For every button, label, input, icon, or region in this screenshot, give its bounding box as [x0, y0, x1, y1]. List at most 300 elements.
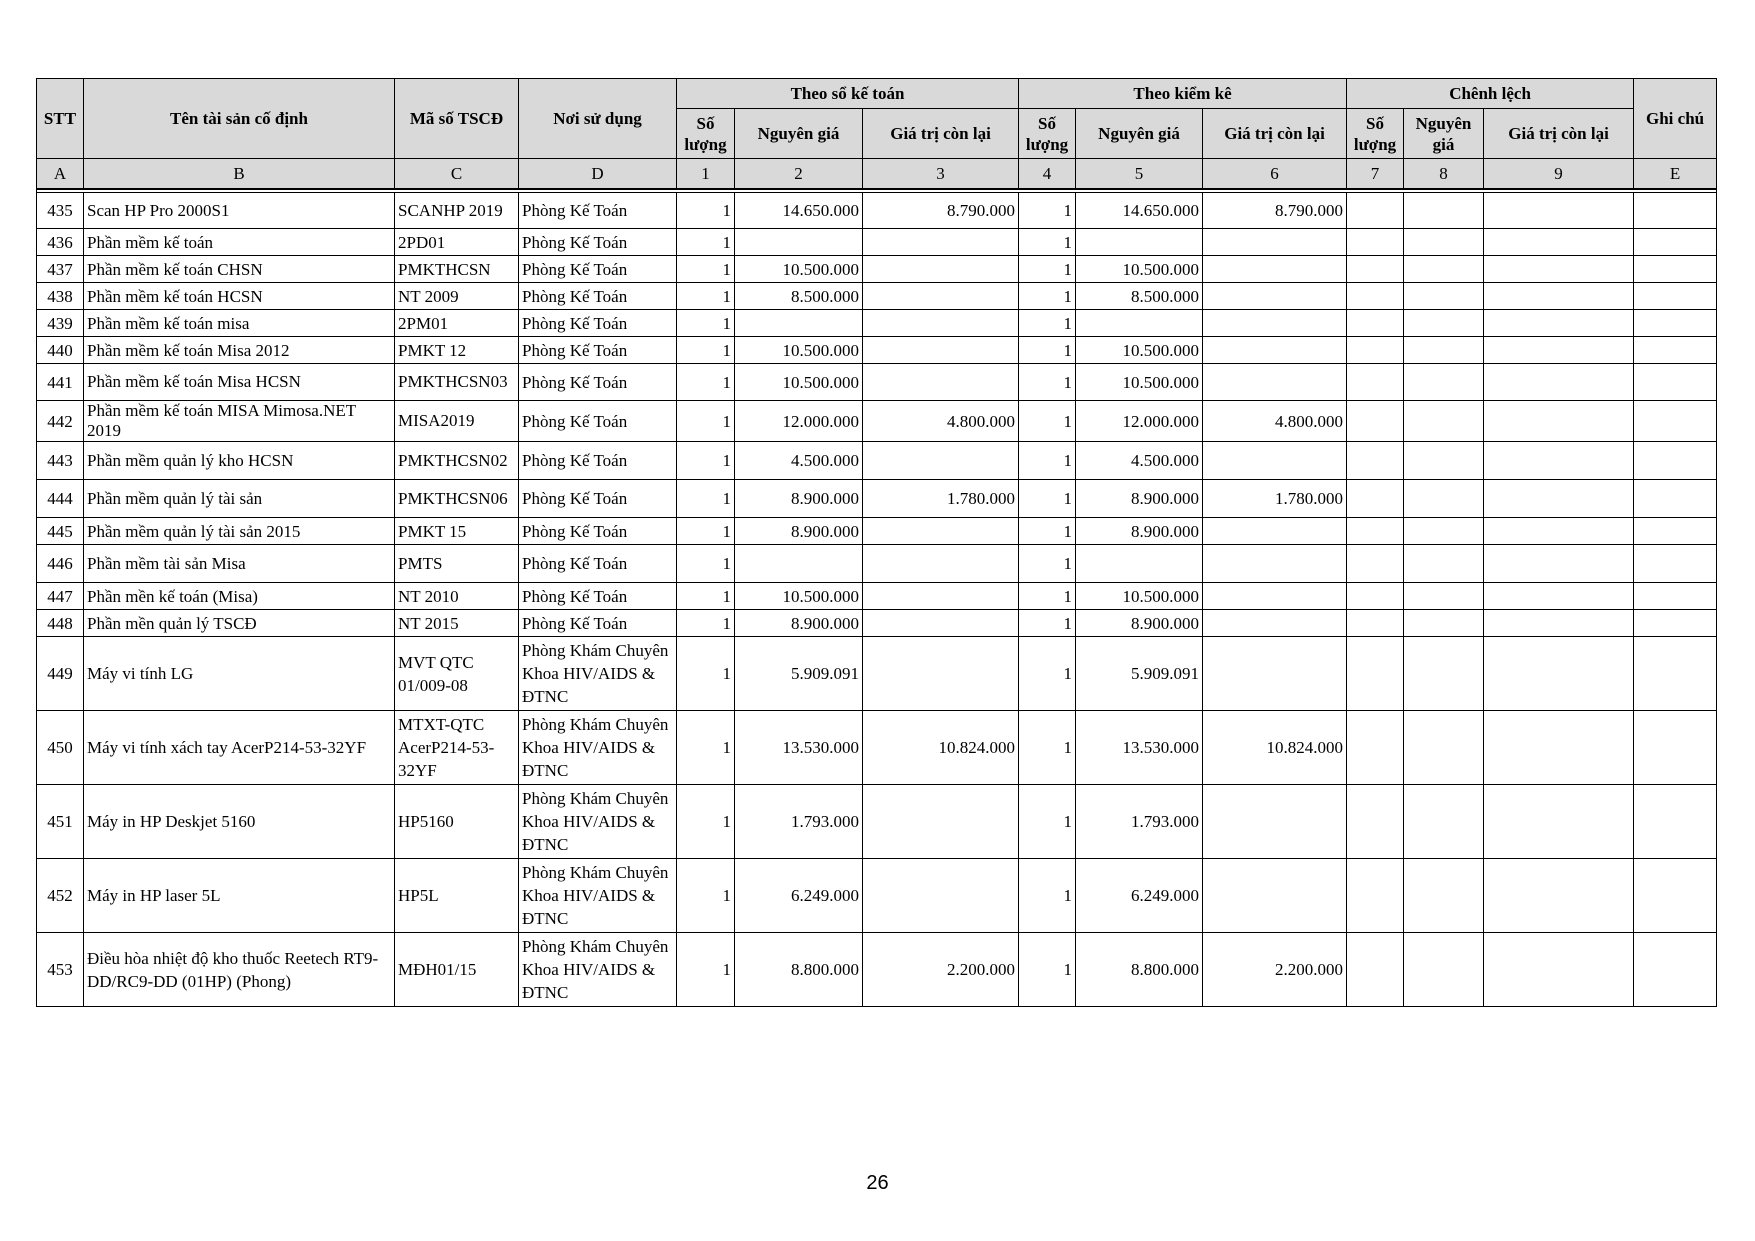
row-asset-code-text: 2PD01: [398, 232, 446, 252]
row-books-qty-text: 1: [722, 886, 731, 905]
row-books-qty-text: 1: [722, 664, 731, 683]
row-inventory-qty-text: 1: [1063, 664, 1073, 683]
row-books-remaining: [863, 933, 1019, 1007]
row-stt: [37, 518, 84, 545]
row-stt-text: 439: [47, 313, 73, 333]
row-asset-code: [395, 583, 519, 610]
row-inventory-cost: [1076, 610, 1203, 637]
row-diff-remaining: [1484, 401, 1634, 442]
row-inventory-qty-text: 1: [1063, 259, 1073, 279]
row-stt-text: 449: [47, 664, 73, 683]
row-note: [1634, 229, 1717, 256]
row-location: [519, 859, 677, 933]
row-location: [519, 337, 677, 364]
row-books-remaining-text: 10.824.000: [938, 738, 1016, 757]
row-books-cost: [735, 583, 863, 610]
row-inventory-cost-text: 8.900.000: [1131, 613, 1200, 633]
row-note: [1634, 442, 1717, 480]
row-books-remaining: [863, 364, 1019, 401]
row-inventory-cost-text: 10.500.000: [1122, 372, 1200, 392]
row-books-qty: [677, 545, 735, 583]
row-inventory-remaining: [1203, 401, 1347, 442]
row-diff-qty: [1347, 785, 1404, 859]
row-diff-cost: [1404, 711, 1484, 785]
row-books-qty-text: 1: [722, 613, 731, 633]
row-inventory-qty: [1019, 859, 1076, 933]
row-asset-name-text: Phần mềm kế toán misa: [87, 313, 250, 333]
row-location: [519, 610, 677, 637]
row-books-remaining-text: 4.800.000: [947, 411, 1016, 431]
row-inventory-cost: [1076, 711, 1203, 785]
table-row: [37, 610, 1717, 637]
row-stt-text: 447: [47, 586, 73, 606]
row-books-remaining: [863, 545, 1019, 583]
row-diff-cost: [1404, 785, 1484, 859]
row-books-remaining: [863, 401, 1019, 442]
row-stt-text: 437: [47, 259, 73, 279]
row-note: [1634, 480, 1717, 518]
row-inventory-cost-text: 13.530.000: [1122, 738, 1200, 757]
row-location: [519, 637, 677, 711]
row-books-qty-text: 1: [722, 554, 731, 573]
row-inventory-cost-text: 10.500.000: [1122, 340, 1200, 360]
row-books-cost-text: 8.900.000: [791, 489, 859, 508]
row-books-qty-text: 1: [722, 812, 731, 831]
row-asset-name: [84, 364, 395, 401]
row-location: [519, 229, 677, 256]
row-inventory-cost: [1076, 545, 1203, 583]
row-inventory-cost-text: 5.909.091: [1131, 664, 1200, 683]
column-index-cell: 2: [735, 159, 863, 190]
row-diff-cost: [1404, 337, 1484, 364]
row-diff-remaining: [1484, 711, 1634, 785]
row-books-qty: [677, 364, 735, 401]
row-books-qty-text: 1: [722, 411, 731, 431]
row-asset-name-text: Phần mền kế toán (Misa): [87, 586, 258, 606]
row-inventory-qty: [1019, 364, 1076, 401]
row-asset-name-text: Phần mềm kế toán: [87, 232, 214, 252]
row-books-qty-text: 1: [722, 232, 731, 252]
row-asset-name: [84, 256, 395, 283]
row-books-cost-text: 12.000.000: [782, 411, 859, 431]
row-asset-code-text: PMKTHCSN02: [398, 450, 508, 470]
row-diff-cost: [1404, 518, 1484, 545]
row-stt-text: 446: [47, 554, 73, 573]
row-asset-code-text: HP5L: [398, 886, 439, 905]
row-books-remaining: [863, 442, 1019, 480]
row-location: [519, 256, 677, 283]
header-inventory-qty: Số lượng: [1019, 109, 1076, 159]
row-asset-name: [84, 583, 395, 610]
row-diff-qty: [1347, 583, 1404, 610]
row-inventory-cost: [1076, 193, 1203, 229]
row-diff-qty: [1347, 193, 1404, 229]
row-diff-remaining: [1484, 480, 1634, 518]
row-inventory-remaining: [1203, 518, 1347, 545]
row-diff-qty: [1347, 364, 1404, 401]
row-inventory-remaining-text: 10.824.000: [1266, 738, 1344, 757]
row-diff-cost: [1404, 364, 1484, 401]
row-inventory-remaining: [1203, 193, 1347, 229]
row-asset-code: [395, 480, 519, 518]
row-inventory-qty-text: 1: [1063, 960, 1073, 979]
row-asset-code: [395, 711, 519, 785]
row-asset-code: [395, 256, 519, 283]
row-asset-code: [395, 637, 519, 711]
row-books-qty: [677, 229, 735, 256]
row-note: [1634, 518, 1717, 545]
row-stt: [37, 364, 84, 401]
row-books-remaining-text: 8.790.000: [947, 201, 1016, 220]
column-index-cell: 9: [1484, 159, 1634, 190]
row-inventory-remaining: [1203, 442, 1347, 480]
row-note: [1634, 401, 1717, 442]
row-books-remaining: [863, 518, 1019, 545]
row-location: [519, 711, 677, 785]
row-asset-code-text: NT 2010: [398, 586, 459, 606]
row-asset-name: [84, 610, 395, 637]
row-note: [1634, 310, 1717, 337]
row-asset-code-text: NT 2009: [398, 286, 459, 306]
row-inventory-remaining: [1203, 480, 1347, 518]
row-note: [1634, 337, 1717, 364]
header-group-inventory: Theo kiểm kê: [1019, 79, 1347, 109]
row-inventory-qty: [1019, 193, 1076, 229]
row-books-remaining: [863, 637, 1019, 711]
row-books-remaining: [863, 583, 1019, 610]
row-books-cost-text: 1.793.000: [791, 812, 859, 831]
row-books-cost-text: 14.650.000: [782, 201, 859, 220]
row-books-cost: [735, 229, 863, 256]
row-stt: [37, 610, 84, 637]
row-diff-remaining: [1484, 610, 1634, 637]
row-diff-remaining: [1484, 193, 1634, 229]
row-inventory-qty-text: 1: [1063, 521, 1073, 541]
row-books-qty-text: 1: [722, 521, 731, 541]
table-row: [37, 545, 1717, 583]
row-diff-cost: [1404, 310, 1484, 337]
row-asset-code-text: PMKT 12: [398, 340, 467, 360]
row-books-remaining: [863, 229, 1019, 256]
row-location: [519, 283, 677, 310]
row-books-qty: [677, 480, 735, 518]
row-stt: [37, 283, 84, 310]
row-asset-name: [84, 480, 395, 518]
row-location: [519, 193, 677, 229]
row-stt-text: 453: [47, 960, 73, 979]
row-stt: [37, 310, 84, 337]
row-books-cost: [735, 545, 863, 583]
row-books-cost-text: 10.500.000: [782, 372, 859, 392]
row-asset-code-text: HP5160: [398, 812, 454, 831]
row-location: [519, 310, 677, 337]
row-books-cost-text: 10.500.000: [782, 586, 859, 606]
row-location-text: Phòng Kế Toán: [522, 372, 628, 392]
row-inventory-cost: [1076, 337, 1203, 364]
row-inventory-cost-text: 10.500.000: [1122, 586, 1200, 606]
row-inventory-cost-text: 4.500.000: [1131, 451, 1200, 470]
column-index-cell: E: [1634, 159, 1717, 190]
row-books-qty: [677, 711, 735, 785]
table-row: [37, 583, 1717, 610]
row-books-qty: [677, 583, 735, 610]
table-row: [37, 637, 1717, 711]
row-stt: [37, 933, 84, 1007]
row-diff-cost: [1404, 933, 1484, 1007]
row-diff-cost: [1404, 442, 1484, 480]
row-diff-qty: [1347, 711, 1404, 785]
row-inventory-cost-text: 12.000.000: [1122, 411, 1200, 431]
row-inventory-remaining: [1203, 364, 1347, 401]
row-books-qty-text: 1: [722, 286, 731, 306]
row-asset-name-text: Phần mềm quản lý tài sản: [87, 488, 263, 508]
row-inventory-qty: [1019, 711, 1076, 785]
row-inventory-remaining: [1203, 229, 1347, 256]
row-diff-remaining: [1484, 859, 1634, 933]
row-location: [519, 545, 677, 583]
row-inventory-qty-text: 1: [1063, 489, 1073, 508]
row-inventory-remaining: [1203, 256, 1347, 283]
row-books-qty-text: 1: [722, 340, 731, 360]
row-asset-code: [395, 229, 519, 256]
row-stt-text: 444: [47, 489, 73, 508]
row-stt-text: 452: [47, 886, 73, 905]
row-diff-remaining: [1484, 283, 1634, 310]
header-diff-remaining: Giá trị còn lại: [1484, 109, 1634, 159]
row-location: [519, 933, 677, 1007]
row-diff-cost: [1404, 229, 1484, 256]
row-asset-name-text: Phần mềm kế toán Misa HCSN: [87, 372, 301, 391]
row-note: [1634, 637, 1717, 711]
row-books-cost-text: 10.500.000: [782, 340, 859, 360]
row-books-qty-text: 1: [722, 201, 731, 220]
header-books-cost: Nguyên giá: [735, 109, 863, 159]
row-books-cost: [735, 711, 863, 785]
row-asset-name: [84, 229, 395, 256]
row-inventory-qty: [1019, 610, 1076, 637]
row-inventory-cost: [1076, 442, 1203, 480]
row-diff-remaining: [1484, 364, 1634, 401]
row-asset-name-text: Phần mềm quản lý kho HCSN: [87, 450, 294, 470]
row-inventory-remaining: [1203, 283, 1347, 310]
row-books-qty: [677, 859, 735, 933]
row-asset-name: [84, 933, 395, 1007]
column-index-cell: 6: [1203, 159, 1347, 190]
row-location-text: Phòng Kế Toán: [522, 340, 628, 360]
row-inventory-cost-text: 10.500.000: [1122, 259, 1200, 279]
row-stt-text: 443: [47, 451, 73, 470]
row-books-cost-text: 5.909.091: [791, 664, 859, 683]
row-diff-qty: [1347, 442, 1404, 480]
row-inventory-qty: [1019, 442, 1076, 480]
row-inventory-qty: [1019, 785, 1076, 859]
row-asset-name-text: Phần mền quản lý TSCĐ: [87, 613, 257, 633]
header-asset-code: Mã số TSCĐ: [395, 79, 519, 159]
row-location-text: Phòng Kế Toán: [522, 411, 628, 431]
row-diff-cost: [1404, 545, 1484, 583]
column-index-cell: C: [395, 159, 519, 190]
row-books-remaining-text: 2.200.000: [947, 960, 1016, 979]
column-index-cell: 4: [1019, 159, 1076, 190]
row-inventory-qty: [1019, 545, 1076, 583]
table-row: [37, 229, 1717, 256]
row-stt: [37, 256, 84, 283]
row-note: [1634, 364, 1717, 401]
row-location-text: Phòng Kế Toán: [522, 521, 628, 541]
row-books-remaining: [863, 785, 1019, 859]
row-asset-code: [395, 785, 519, 859]
row-diff-qty: [1347, 401, 1404, 442]
row-diff-cost: [1404, 480, 1484, 518]
row-books-qty: [677, 283, 735, 310]
row-location-text: Phòng Kế Toán: [522, 286, 628, 306]
row-books-cost-text: 8.900.000: [791, 613, 859, 633]
row-location-text: Phòng Khám Chuyên Khoa HIV/AIDS & ĐTNC: [522, 937, 669, 1002]
row-diff-qty: [1347, 610, 1404, 637]
row-diff-qty: [1347, 283, 1404, 310]
row-stt: [37, 337, 84, 364]
row-inventory-qty: [1019, 256, 1076, 283]
column-index-cell: 7: [1347, 159, 1404, 190]
row-inventory-cost-text: 8.800.000: [1131, 960, 1200, 979]
row-inventory-qty-text: 1: [1063, 586, 1073, 606]
row-stt: [37, 545, 84, 583]
row-asset-code-text: MĐH01/15: [398, 960, 477, 979]
column-index-cell: A: [37, 159, 84, 190]
row-inventory-cost: [1076, 480, 1203, 518]
row-diff-cost: [1404, 193, 1484, 229]
row-diff-qty: [1347, 859, 1404, 933]
row-stt: [37, 229, 84, 256]
row-location: [519, 364, 677, 401]
row-asset-name-text: Phần mềm kế toán Misa 2012: [87, 340, 290, 360]
row-asset-name-text: Phần mềm kế toán CHSN: [87, 259, 263, 279]
row-diff-remaining: [1484, 545, 1634, 583]
row-inventory-qty: [1019, 583, 1076, 610]
row-diff-remaining: [1484, 442, 1634, 480]
row-diff-cost: [1404, 256, 1484, 283]
table-row: [37, 785, 1717, 859]
row-inventory-qty-text: 1: [1063, 232, 1073, 252]
row-inventory-cost: [1076, 518, 1203, 545]
row-location: [519, 401, 677, 442]
row-diff-qty: [1347, 337, 1404, 364]
row-note: [1634, 610, 1717, 637]
page-number: 26: [866, 1172, 889, 1194]
row-books-cost: [735, 933, 863, 1007]
row-diff-remaining: [1484, 637, 1634, 711]
row-location: [519, 480, 677, 518]
row-inventory-qty: [1019, 229, 1076, 256]
row-asset-code-text: MISA2019: [398, 411, 475, 430]
row-stt: [37, 637, 84, 711]
table-row: [37, 518, 1717, 545]
row-location: [519, 442, 677, 480]
row-stt-text: 440: [47, 340, 73, 360]
row-note: [1634, 933, 1717, 1007]
row-diff-cost: [1404, 610, 1484, 637]
row-asset-code: [395, 337, 519, 364]
row-inventory-qty: [1019, 480, 1076, 518]
row-location-text: Phòng Khám Chuyên Khoa HIV/AIDS & ĐTNC: [522, 789, 669, 854]
row-note: [1634, 193, 1717, 229]
row-books-qty: [677, 310, 735, 337]
row-asset-name-text: Máy in HP laser 5L: [87, 886, 221, 905]
row-diff-remaining: [1484, 933, 1634, 1007]
row-inventory-qty-text: 1: [1063, 613, 1073, 633]
table-body: [37, 189, 1717, 1007]
row-inventory-qty-text: 1: [1063, 886, 1073, 905]
row-asset-name: [84, 859, 395, 933]
row-books-cost-text: 6.249.000: [791, 886, 859, 905]
row-asset-code-text: SCANHP 2019: [398, 200, 503, 220]
column-index-cell: 5: [1076, 159, 1203, 190]
row-inventory-remaining: [1203, 859, 1347, 933]
row-diff-remaining: [1484, 583, 1634, 610]
header-location: Nơi sử dụng: [519, 79, 677, 159]
row-books-remaining: [863, 711, 1019, 785]
row-books-qty-text: 1: [722, 313, 731, 333]
row-stt-text: 436: [47, 232, 73, 252]
row-inventory-qty: [1019, 310, 1076, 337]
row-diff-remaining: [1484, 310, 1634, 337]
row-asset-code-text: MVT QTC 01/009-08: [398, 652, 474, 695]
row-asset-name: [84, 310, 395, 337]
row-asset-name: [84, 711, 395, 785]
row-location-text: Phòng Khám Chuyên Khoa HIV/AIDS & ĐTNC: [522, 715, 669, 780]
row-asset-name: [84, 401, 395, 442]
row-note: [1634, 583, 1717, 610]
row-stt: [37, 859, 84, 933]
row-inventory-qty: [1019, 933, 1076, 1007]
row-asset-code: [395, 545, 519, 583]
row-inventory-cost: [1076, 637, 1203, 711]
row-inventory-cost: [1076, 583, 1203, 610]
row-inventory-cost-text: 6.249.000: [1131, 886, 1200, 905]
row-asset-code: [395, 859, 519, 933]
row-books-cost: [735, 442, 863, 480]
row-inventory-qty: [1019, 518, 1076, 545]
row-inventory-qty: [1019, 637, 1076, 711]
row-stt-text: 438: [47, 286, 73, 306]
row-stt: [37, 711, 84, 785]
row-books-cost: [735, 518, 863, 545]
row-stt-text: 450: [47, 738, 73, 757]
row-books-qty: [677, 337, 735, 364]
table-row: [37, 193, 1717, 229]
row-inventory-remaining: [1203, 933, 1347, 1007]
row-books-qty: [677, 193, 735, 229]
row-location: [519, 518, 677, 545]
row-books-remaining: [863, 283, 1019, 310]
row-books-remaining: [863, 337, 1019, 364]
row-inventory-qty-text: 1: [1063, 812, 1073, 831]
row-stt-text: 445: [47, 521, 73, 541]
row-stt: [37, 193, 84, 229]
row-location-text: Phòng Kế Toán: [522, 313, 628, 333]
row-inventory-qty-text: 1: [1063, 313, 1073, 333]
row-books-qty-text: 1: [722, 960, 731, 979]
row-location-text: Phòng Kế Toán: [522, 586, 628, 606]
row-location: [519, 785, 677, 859]
row-books-cost: [735, 785, 863, 859]
row-asset-code: [395, 933, 519, 1007]
row-note: [1634, 785, 1717, 859]
table-row: [37, 442, 1717, 480]
row-asset-name: [84, 785, 395, 859]
header-diff-cost: Nguyên giá: [1404, 109, 1484, 159]
row-books-cost-text: 13.530.000: [782, 738, 859, 757]
